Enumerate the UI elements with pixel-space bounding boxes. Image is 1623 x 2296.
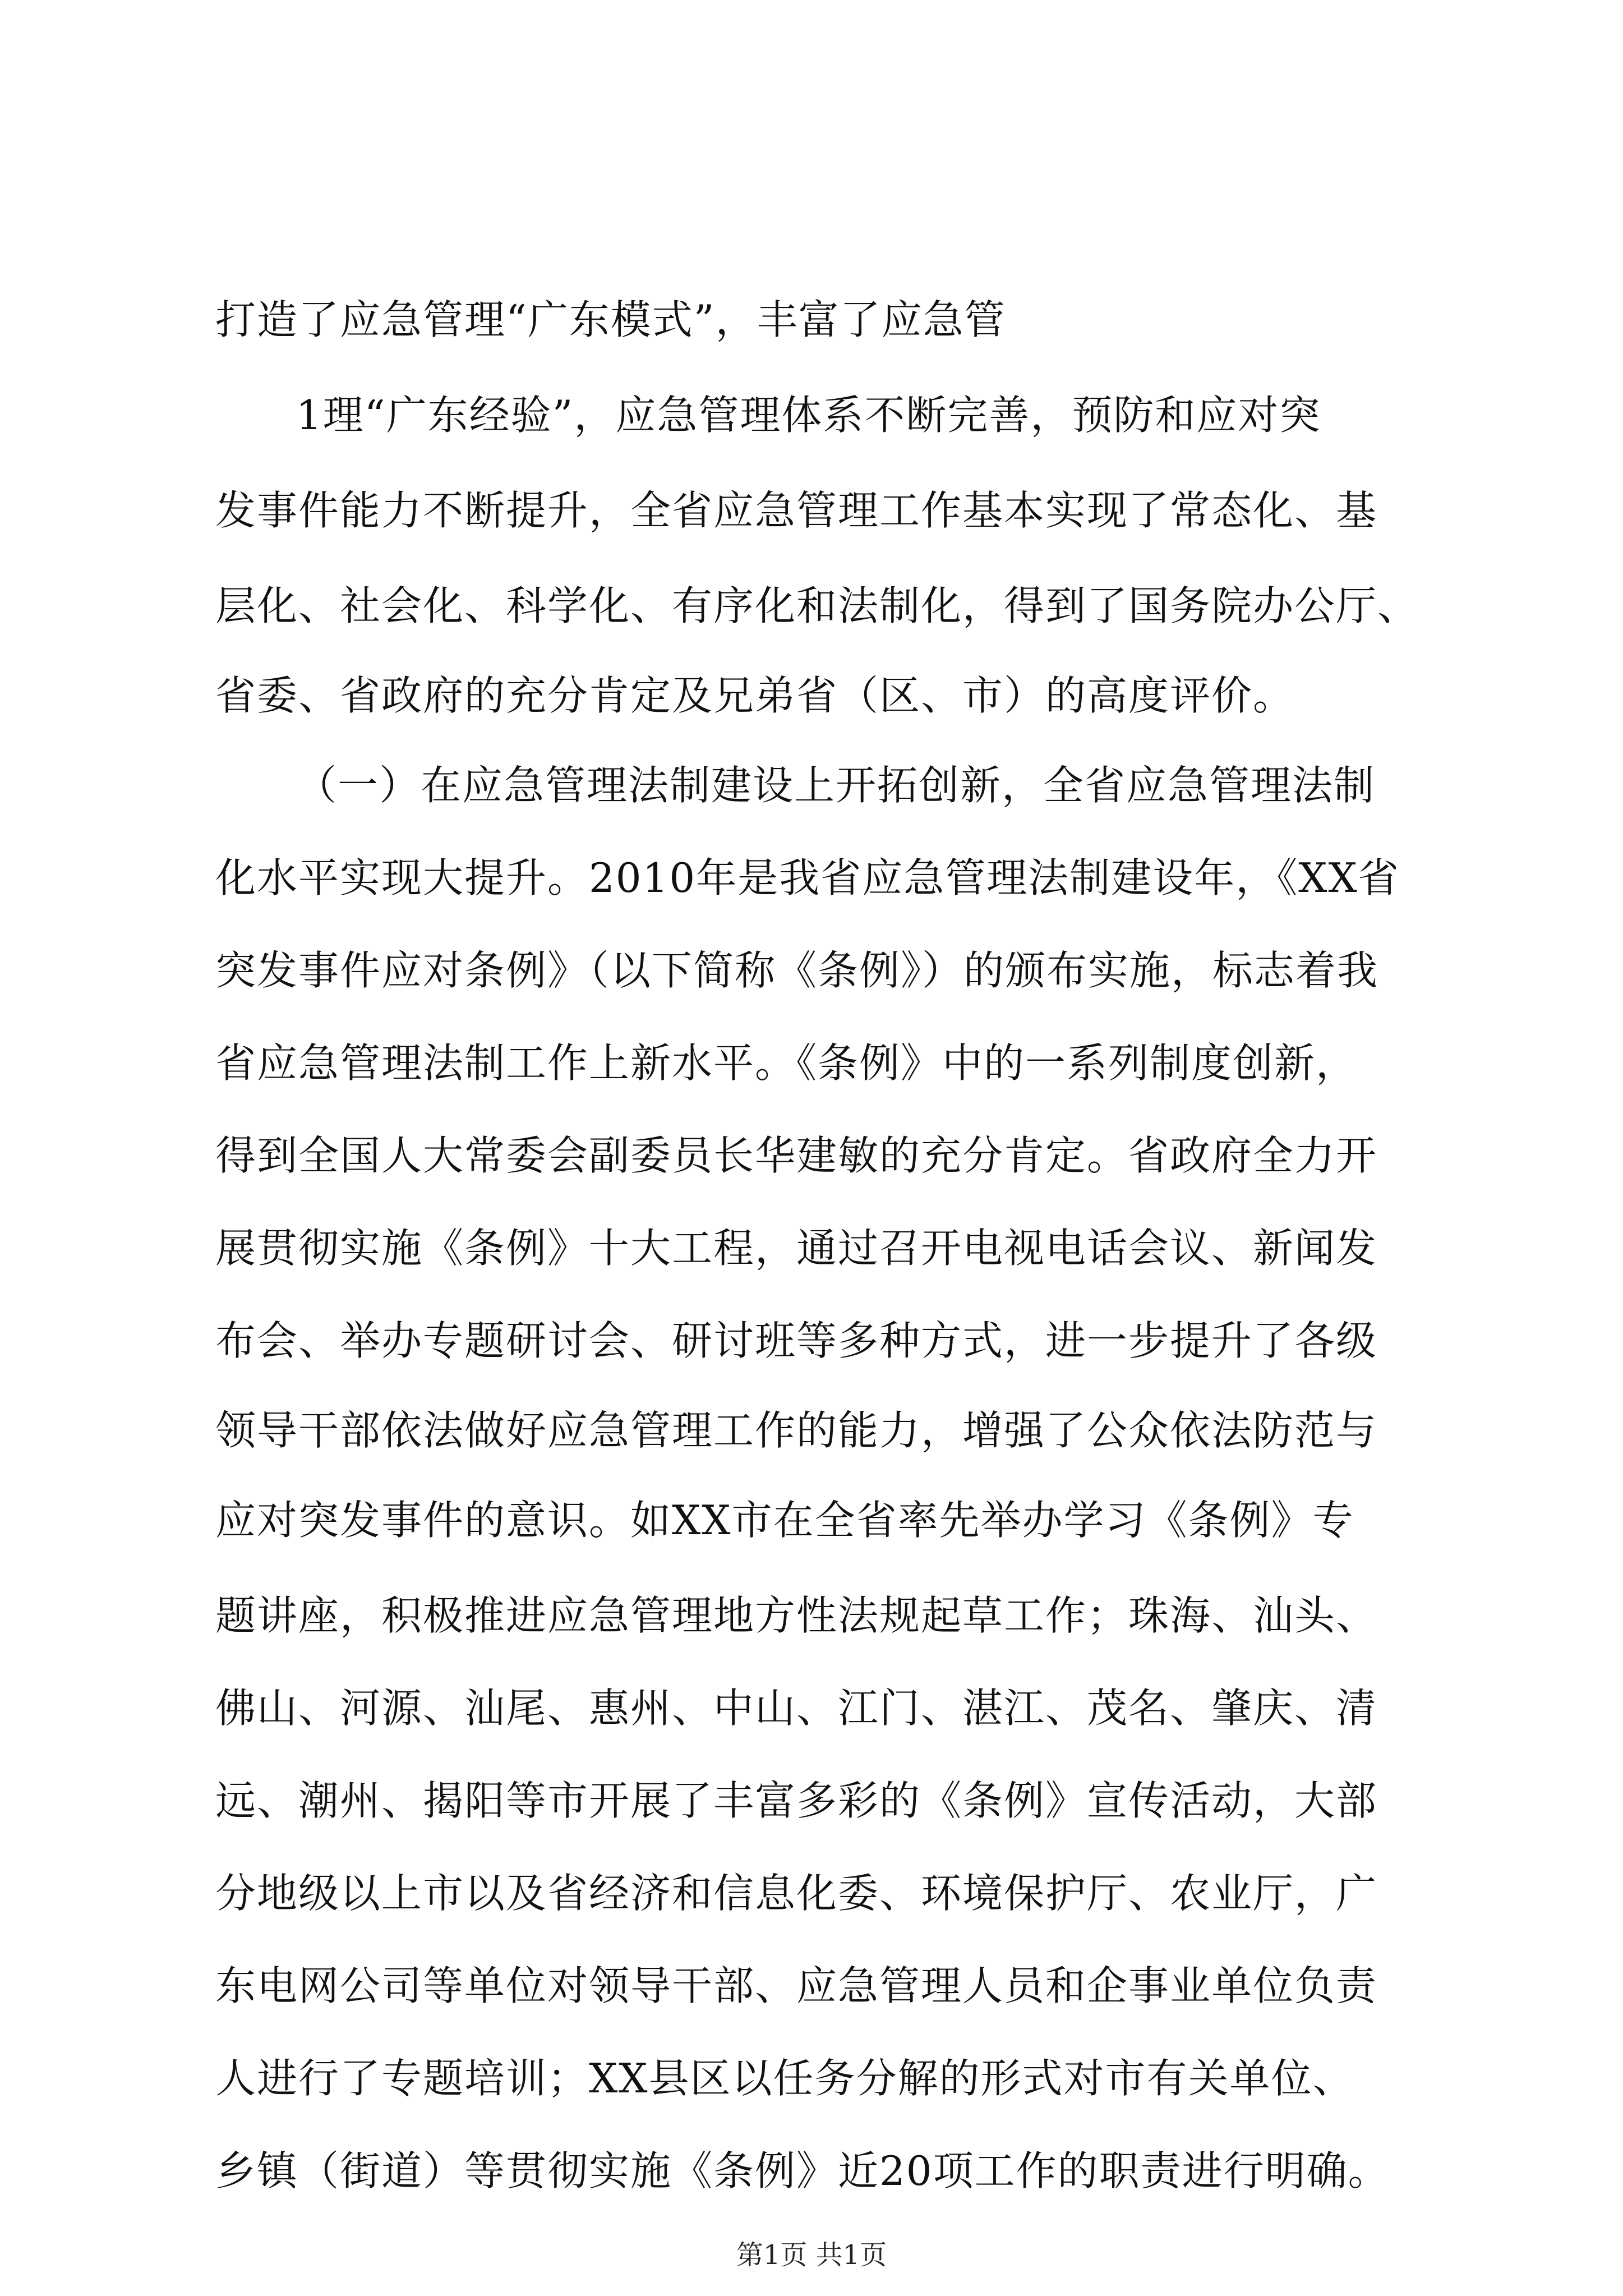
text-line: 人进行了专题培训；XX县区以任务分解的形式对市有关单位、 [215, 2055, 1354, 2102]
text-line: 化水平实现大提升。2010年是我省应急管理法制建设年，《XX省 [215, 854, 1400, 901]
text-line: 打造了应急管理“广东模式”，丰富了应急管 [215, 296, 1006, 343]
text-line: 布会、举办专题研讨会、研讨班等多种方式，进一步提升了各级 [215, 1317, 1378, 1364]
text-line: 乡镇（街道）等贯彻实施《条例》近20项工作的职责进行明确。 [215, 2147, 1390, 2194]
text-line: 分地级以上市以及省经济和信息化委、环境保护厅、农业厅，广 [215, 1870, 1378, 1917]
text-line: 1理“广东经验”，应急管理体系不断完善，预防和应对突 [296, 392, 1321, 439]
text-line: 佛山、河源、汕尾、惠州、中山、江门、湛江、茂名、肇庆、清 [215, 1685, 1378, 1732]
text-line: 得到全国人大常委会副委员长华建敏的充分肯定。省政府全力开 [215, 1132, 1378, 1179]
text-line: 发事件能力不断提升，全省应急管理工作基本实现了常态化、基 [215, 487, 1378, 534]
text-line: 展贯彻实施《条例》十大工程，通过召开电视电话会议、新闻发 [215, 1225, 1378, 1272]
text-line: 领导干部依法做好应急管理工作的能力，增强了公众依法防范与 [215, 1407, 1378, 1454]
text-line: （一）在应急管理法制建设上开拓创新，全省应急管理法制 [296, 762, 1376, 809]
text-line: 题讲座，积极推进应急管理地方性法规起草工作；珠海、汕头、 [215, 1592, 1378, 1639]
text-line: 省委、省政府的充分肯定及兄弟省（区、市）的高度评价。 [215, 672, 1295, 719]
text-line: 东电网公司等单位对领导干部、应急管理人员和企事业单位负责 [215, 1962, 1378, 2009]
text-line: 应对突发事件的意识。如XX市在全省率先举办学习《条例》专 [215, 1497, 1354, 1544]
page-footer: 第1页 共1页 [736, 2239, 887, 2271]
text-line: 省应急管理法制工作上新水平。《条例》中的一系列制度创新， [215, 1039, 1358, 1087]
text-line: 远、潮州、揭阳等市开展了丰富多彩的《条例》宣传活动，大部 [215, 1777, 1378, 1824]
text-line: 突发事件应对条例》（以下简称《条例》）的颁布实施，标志着我 [215, 947, 1379, 994]
text-line: 层化、社会化、科学化、有序化和法制化，得到了国务院办公厅、 [215, 582, 1419, 629]
